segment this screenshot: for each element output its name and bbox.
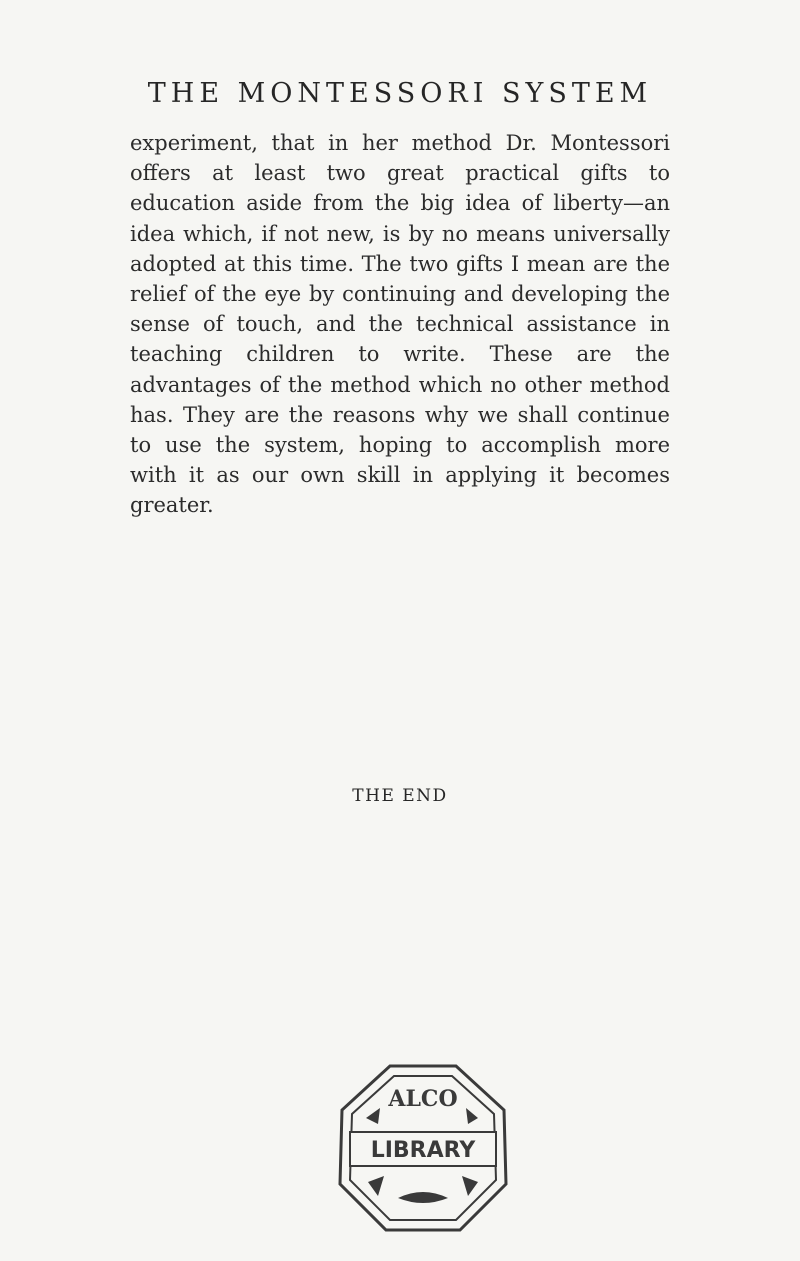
running-head-title: THE MONTESSORI SYSTEM [147, 78, 653, 109]
stamp-top-text: ALCO [388, 1086, 458, 1112]
library-stamp-icon [328, 1058, 518, 1238]
library-stamp-graphic [328, 1058, 518, 1238]
the-end-text: THE END [352, 786, 448, 806]
stamp-center-text: LIBRARY [370, 1138, 476, 1163]
body-paragraph: experiment, that in her method Dr. Montessori offers at least two great practical gifts to education aside from the big idea of liberty—an idea which, if not new, is by no means universally adopted at this time. The two gifts I mean are the relief of the eye by continuing and developing the sense of touch, and the technical assistance in teaching children to write. These are the advantages of the method which no other method has. They are the reasons why we shall continue to use the system, hoping to accomplish more with it as our own skill in applying it becomes greater. [130, 131, 670, 518]
